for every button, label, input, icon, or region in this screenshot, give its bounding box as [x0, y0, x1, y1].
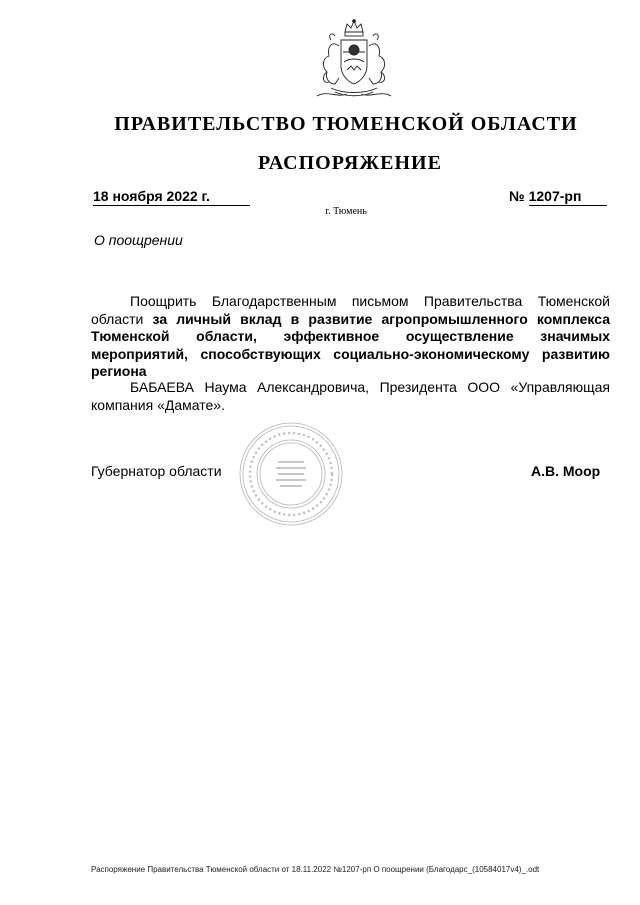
document-kind-title: РАСПОРЯЖЕНИЕ	[258, 152, 442, 174]
para1-bold: за личный вклад в развитие агропромышленного комплекса Тюменской области, эффективное осуществление значимых мероприятий, способствующих социально-экономическому развитию региона	[91, 310, 610, 379]
coat-of-arms-emblem	[307, 18, 401, 102]
official-seal-stamp	[238, 421, 344, 527]
document-number-block	[509, 188, 607, 206]
document-subject: О поощрении	[94, 232, 183, 248]
number-sign: №	[509, 188, 525, 204]
signer-name: А.В. Моор	[531, 463, 601, 479]
document-date: 18 ноября 2022 г.	[93, 188, 250, 206]
para1-lead: Поощрить Благодарственным письмом Правительства Тюменской области	[91, 293, 610, 327]
document-footer: Распоряжение Правительства Тюменской области от 18.11.2022 №1207-рп О поощрении (Благодарс_(10584017v4)_.odt	[91, 865, 540, 874]
body-paragraph-2: БАБАЕВА Наума Александровича, Президента ООО «Управляющая компания «Дамате».	[91, 379, 610, 413]
document-number: 1207-рп	[529, 188, 607, 206]
document-city: г. Тюмень	[325, 206, 367, 217]
government-title: ПРАВИТЕЛЬСТВО ТЮМЕНСКОЙ ОБЛАСТИ	[114, 113, 578, 135]
signer-title: Губернатор области	[91, 463, 222, 479]
body-paragraph-1	[91, 293, 610, 381]
